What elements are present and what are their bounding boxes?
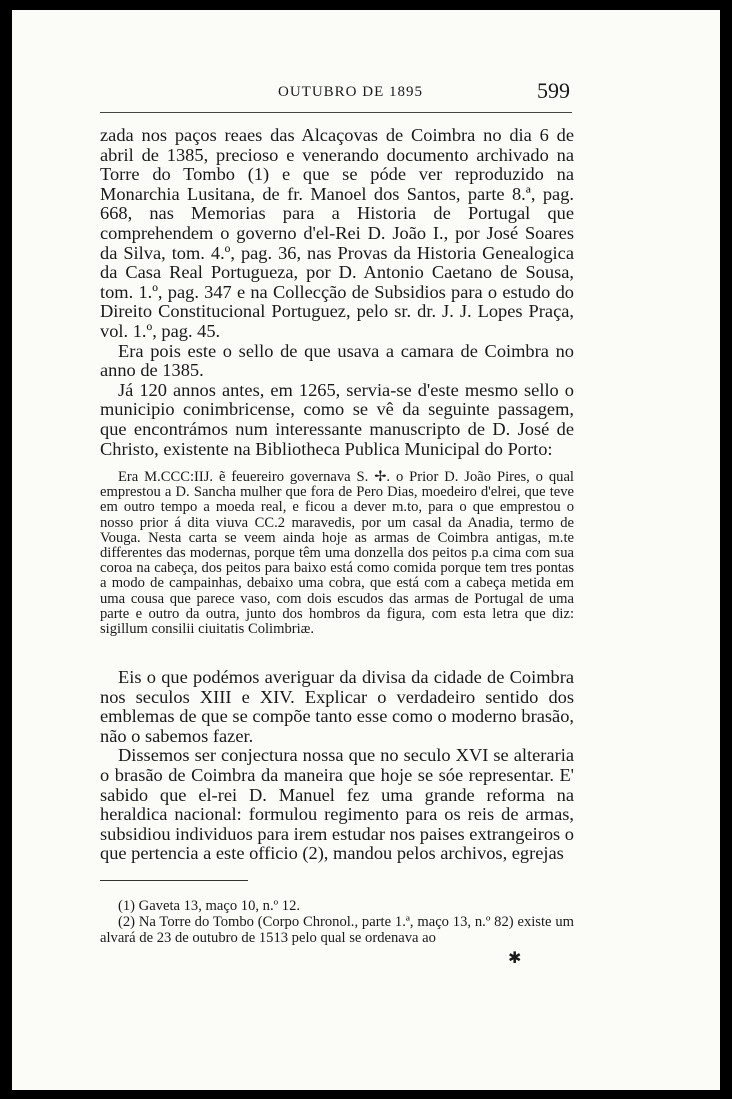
paragraph-3: Já 120 annos antes, em 1265, servia-se d'este mesmo sello o municipio conimbricense, como se vê da seguinte passagem, que encontrámos num interessante manuscripto de D. José de Christo, existente na Bibliotheca Publica Municipal do Porto: bbox=[100, 379, 574, 459]
paragraph-4: Eis o que podémos averiguar da divisa da cidade de Coimbra nos seculos XIII e XIV. Explicar o verdadeiro sentido dos emblemas de que se compõe tanto esse como o moderno brasão, não o sabemos fazer. bbox=[100, 667, 574, 746]
paragraph-2: Era pois este o sello de que usava a camara de Coimbra no anno de 1385. bbox=[100, 340, 574, 381]
page-header bbox=[100, 78, 572, 108]
footnotes bbox=[100, 898, 574, 946]
running-title: OUTUBRO DE 1895 bbox=[278, 84, 423, 100]
main-text-block-2 bbox=[100, 668, 574, 864]
manuscript-quotation bbox=[100, 470, 574, 637]
paragraph-5: Dissemos ser conjectura nossa que no seculo XVI se alteraria o brasão de Coimbra da maneira que hoje se sóe representar. E' sabido que el-rei D. Manuel fez uma grande reforma na heraldica nacional: formulou regimento para os reis de armas, subsidiou individuos para irem estudar nos paises extrangeiros o que pertencia a este officio (2), mandou pelos archivos, egrejas bbox=[100, 745, 574, 864]
footnote-1: (1) Gaveta 13, maço 10, n.º 12. bbox=[118, 898, 301, 914]
page-number: 599 bbox=[537, 78, 570, 103]
footnote-2: (2) Na Torre do Tombo (Corpo Chronol., parte 1.ª, maço 13, n.º 82) existe um alvará de 23 de outubro de 1513 pelo qual se ordenava ao bbox=[100, 914, 574, 946]
footnote-rule bbox=[100, 880, 248, 881]
main-text-block-1 bbox=[100, 126, 574, 459]
asterisk-icon: ✱ bbox=[508, 950, 522, 967]
header-rule bbox=[100, 112, 572, 113]
quotation-text: Era M.CCC:IIJ. ẽ feuereiro governava S. ✢. o Prior D. João Pires, o qual emprestou a D. Sancha mulher que fora de Pero Dias, moedeiro d'elrei, que teve em outro tempo a moeda real, e ficou a dever m.to, para o que emprestou o nosso prior á dita viuva CC.2 maravedis, por um casal da Anadia, termo de Vouga. Nesta carta se veem ainda hoje as armas de Coimbra antigas, m.te differentes das modernas, porque têm uma donzella dos peitos p.a cima com sua coroa na cabeça, dos peitos para baixo está como comida porque tem tres pontas a modo de campainhas, debaixo uma cobra, que está com a cabeça metida em uma cousa que parece vaso, com dois escudos das armas de Portugal de uma parte e outro da outra, junto dos hombros da figura, com esta letra que diz: sigillum consilii ciuitatis Colimbriæ. bbox=[100, 469, 574, 638]
paragraph-1: zada nos paços reaes das Alcaçovas de Coimbra no dia 6 de abril de 1385, precioso e venerando documento archivado na Torre do Tombo (1) e que se póde ver reproduzido na Monarchia Lusitana, de fr. Manoel dos Santos, parte 8.ª, pag. 668, nas Memorias para a Historia de Portugal que comprehendem o governo d'el-Rei D. João I., por José Soares da Silva, tom. 4.º, pag. 36, nas Provas da Historia Genealogica da Casa Real Portugueza, por D. Antonio Caetano de Sousa, tom. 1.º, pag. 347 e na Collecção de Subsidios para o estudo do Direito Constitucional Portuguez, pelo sr. dr. J. J. Lopes Praça, vol. 1.º, pag. 45. bbox=[100, 125, 574, 341]
